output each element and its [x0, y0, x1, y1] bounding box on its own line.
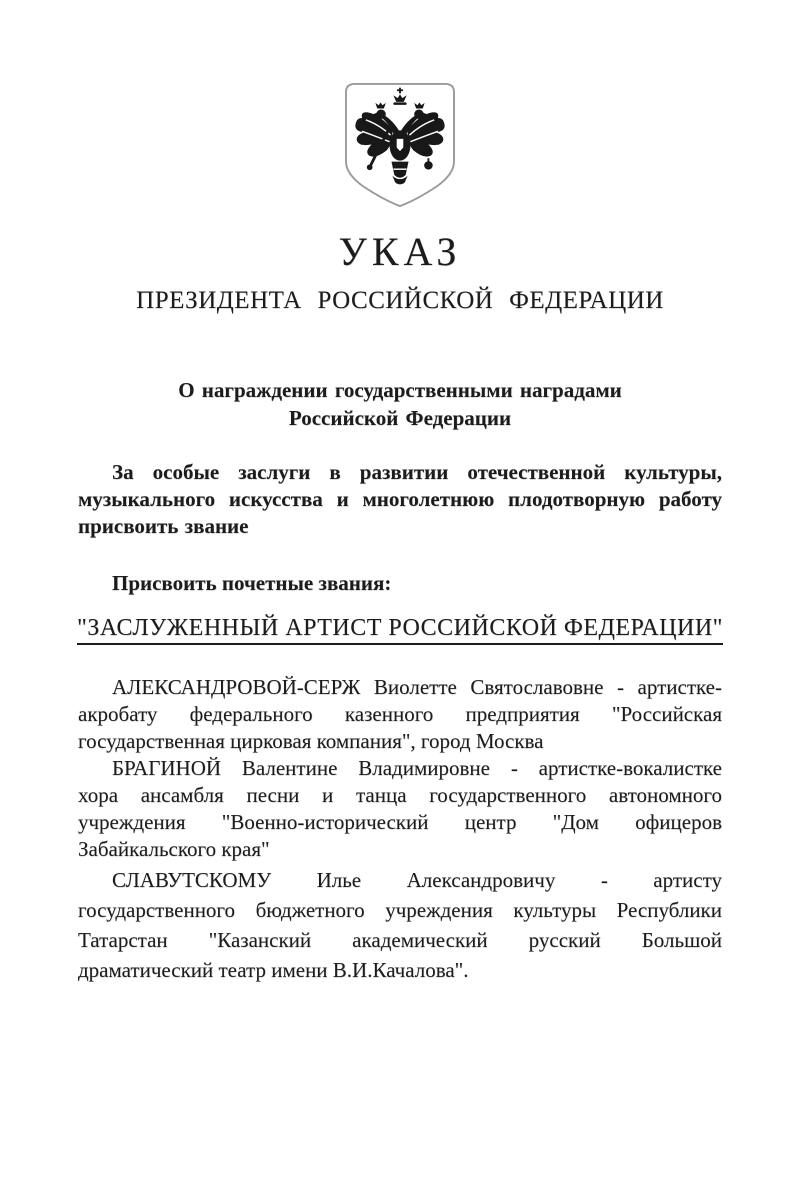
assign-line: Присвоить почетные звания:	[112, 571, 392, 595]
awardees-list	[78, 674, 722, 985]
honorary-title: "ЗАСЛУЖЕННЫЙ АРТИСТ РОССИЙСКОЙ ФЕДЕРАЦИИ"	[77, 615, 723, 645]
text-line: Татарстан "Казанский академический русский Большой	[78, 928, 722, 952]
text-line: государственного бюджетного учреждения культуры Республики	[78, 898, 722, 922]
coat-of-arms	[343, 82, 457, 214]
awardee-paragraph-bragina	[78, 755, 722, 863]
text-line: государственная цирковая компания", город Москва	[78, 729, 544, 753]
text-line: хора ансамбля песни и танца государственного автономного	[78, 783, 722, 807]
text-line: БРАГИНОЙ Валентине Владимировне - артистке-вокалистке	[112, 756, 722, 780]
decree-issuer: ПРЕЗИДЕНТА РОССИЙСКОЙ ФЕДЕРАЦИИ	[136, 287, 664, 314]
awardee-paragraph-aleksandrova-serzh	[78, 674, 722, 755]
text-line: Забайкальского края"	[78, 837, 270, 861]
subject-line-2: Российской Федерации	[288, 406, 512, 430]
text-line: акробату федерального казенного предприятия "Российская	[78, 702, 722, 726]
awardee-paragraph-slavutsky	[78, 865, 722, 985]
text-line: музыкального искусства и многолетнюю плодотворную работу	[78, 487, 722, 511]
text-line: За особые заслуги в развитии отечественной культуры,	[112, 460, 722, 484]
text-line: драматический театр имени В.И.Качалова".	[78, 958, 469, 982]
preamble-paragraph	[78, 459, 722, 540]
subject-line-1: О награждении государственными наградами	[178, 378, 622, 402]
text-line: учреждения "Военно-исторический центр "Дом офицеров	[78, 810, 722, 834]
text-line: АЛЕКСАНДРОВОЙ-СЕРЖ Виолетте Святославовне - артистке-	[112, 675, 722, 699]
double-headed-eagle-icon	[343, 82, 457, 209]
honorary-title-heading	[0, 615, 800, 645]
decree-title: УКАЗ	[338, 229, 462, 274]
text-line: присвоить звание	[78, 514, 249, 538]
decree-subject	[0, 376, 800, 432]
text-line: СЛАВУТСКОМУ Илье Александровичу - артисту	[112, 868, 722, 892]
